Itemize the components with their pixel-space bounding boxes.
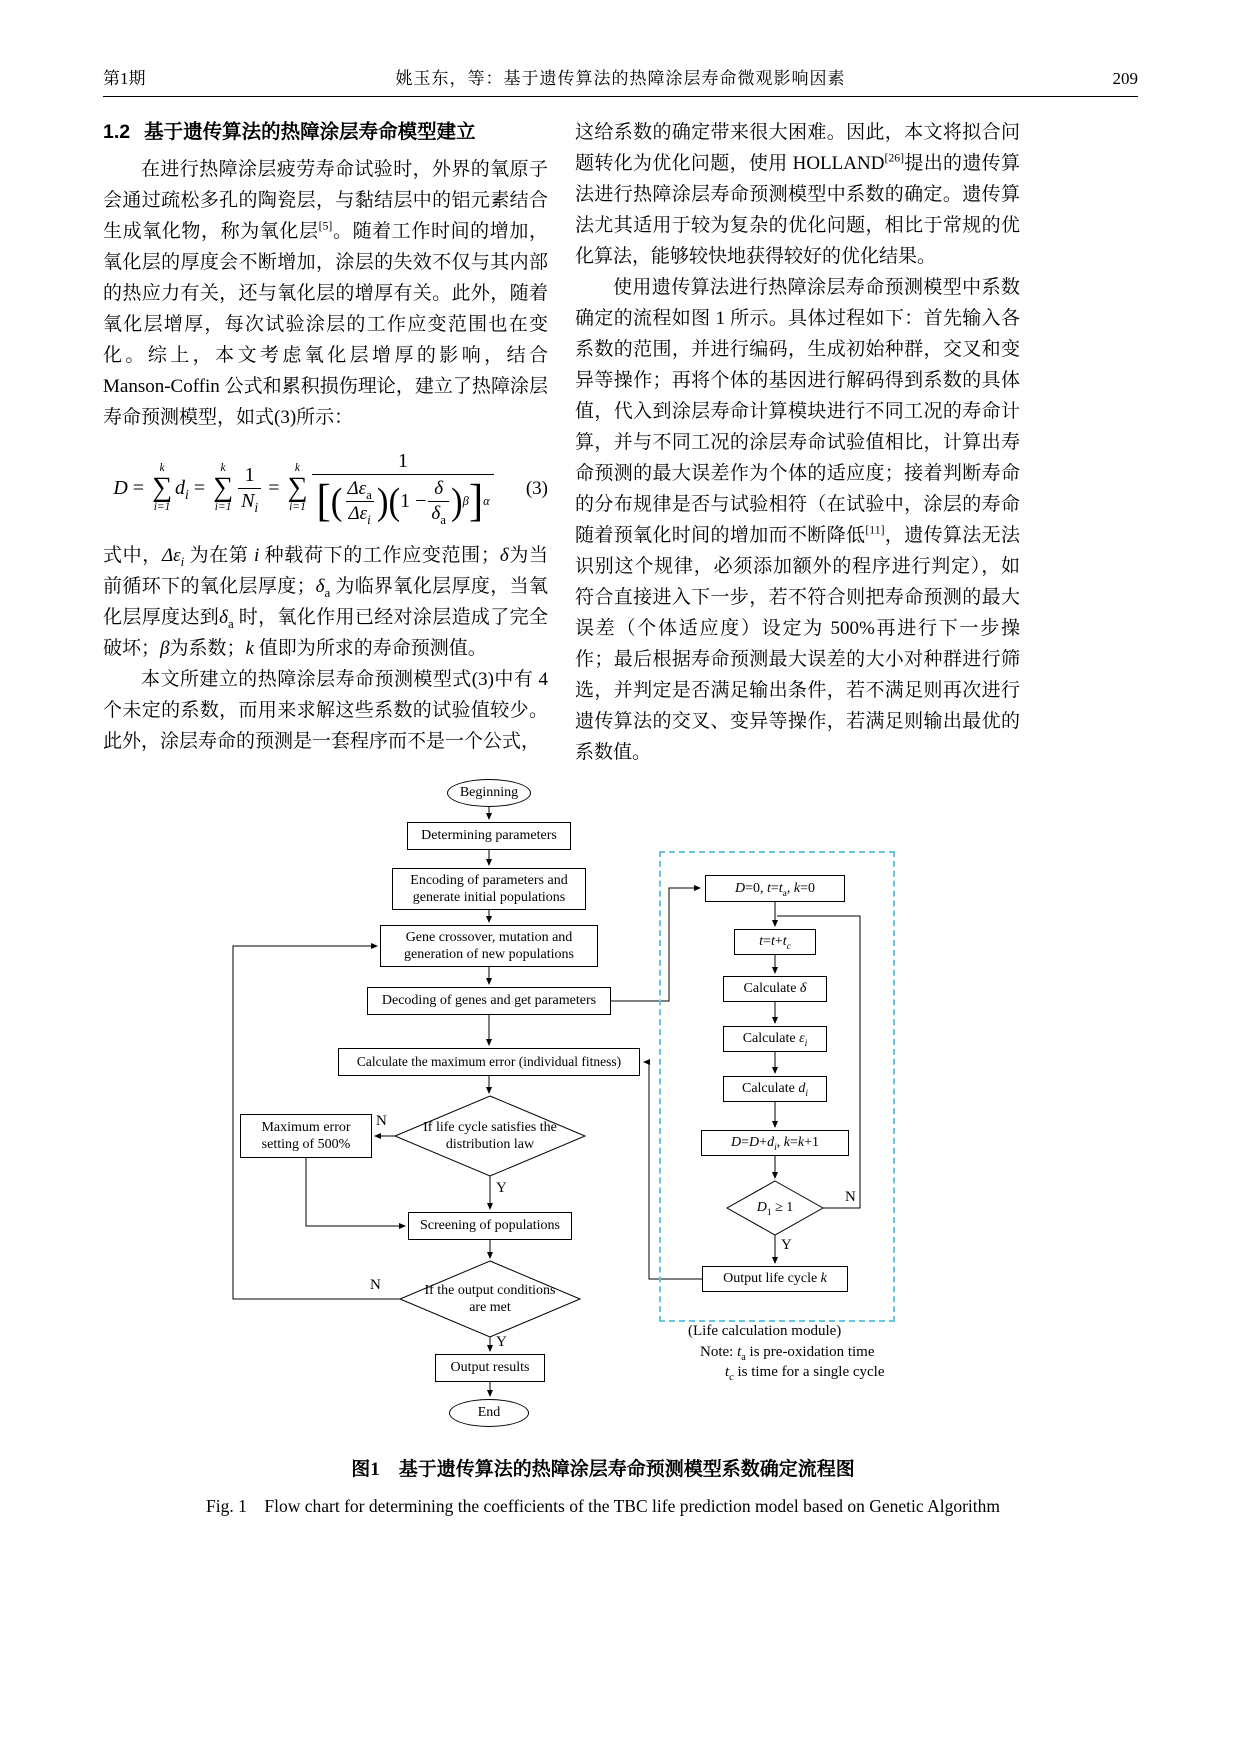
equation-body <box>103 449 506 528</box>
section-heading <box>103 117 548 148</box>
module-note-ta: Note: $t_a$ is pre-oxidation time <box>700 1344 875 1363</box>
section-title: 基于遗传算法的热障涂层寿命模型建立 <box>144 121 476 143</box>
arrow-error-setting-to-screening <box>306 1158 405 1226</box>
eq-frac-oxide: $\frac{\delta}{\delta_a}$ <box>428 477 449 526</box>
decision-label-D1-check: $D_1 \ge 1$ <box>756 1200 794 1219</box>
eq-one-minus: 1 − <box>400 489 427 512</box>
section-number: 1.2 <box>103 121 131 143</box>
eq-lhs: D <box>113 476 128 499</box>
figure-1 <box>103 776 1138 1518</box>
eq-equals: = <box>268 476 280 499</box>
paragraph-left-1: 在进行热障涂层疲劳寿命试验时，外界的氧原子会通过疏松多孔的陶瓷层，与黏结层中的铝元素结合生成氧化物，称为氧化层[5]。随着工作时间的增加，氧化层的厚度会不断增加，涂层的失效不仅与其内部的热应力有关，还与氧化层的增厚有关。此外，随着氧化层增厚，每次试验涂层的工作应变范围也在变化。综上，本文考虑氧化层增厚的影响，结合 Manson-Coffin 公式和累积损伤理论，建立了热障涂层寿命预测模型，如式(3)所示： <box>103 159 548 428</box>
flow-step-output-results: Output results <box>435 1354 545 1382</box>
summation-icon: k ∑ i=1 <box>287 462 308 513</box>
eq-term-d: $d_i$ <box>175 476 189 502</box>
flow-end-terminal: End <box>449 1399 529 1427</box>
flow-step-error-setting: Maximum error setting of 500% <box>240 1114 372 1158</box>
figure-caption-cn: 图1 基于遗传算法的热障涂层寿命预测模型系数确定流程图 <box>351 1459 855 1480</box>
eq-big-fraction: 1 [ ( $\frac{\Delta\varepsilon_a}{\Delta\varepsilon_i}$ ) ( 1 − $\frac{\delta}{\delta_a}$ ) β ] α <box>312 449 493 528</box>
module-step-accumulate: $D=D+d_i$, k=k+1 <box>701 1130 849 1156</box>
module-step-calc-delta: Calculate δ <box>723 976 827 1002</box>
paragraph-left-2: 式中，$\Delta\varepsilon_i$ 为在第 i 种载荷下的工作应变范围；δ为当前循环下的氧化层厚度；$\delta_a$ 为临界氧化层厚度，当氧化层厚度达到$\delta_a$ 时，氧化作用已经对涂层造成了完全破坏；β为系数；k 值即为所求的寿命预测值。 <box>103 544 548 659</box>
branch-label-no: N <box>845 1189 856 1205</box>
flow-step-screening: Screening of populations <box>408 1212 572 1240</box>
equation-3 <box>103 449 548 528</box>
right-column <box>575 117 1020 768</box>
module-step-calc-epsilon: Calculate $\varepsilon_i$ <box>723 1026 827 1052</box>
running-title: 姚玉东，等：基于遗传算法的热障涂层寿命微观影响因素 <box>395 69 846 88</box>
summation-icon: k ∑ i=1 <box>213 462 234 513</box>
flowchart-connectors <box>103 776 1138 1438</box>
page-header <box>103 64 1138 89</box>
paragraph-left-3: 本文所建立的热障涂层寿命预测模型式(3)中有 4 个未定的系数，而用来求解这些系数的试验值较少。此外，涂层寿命的预测是一套程序而不是一个公式， <box>103 668 548 752</box>
left-column <box>103 117 548 768</box>
eq-frac-strain: $\frac{\Delta\varepsilon_a}{\Delta\varepsilon_i}$ <box>347 478 372 527</box>
module-note-tc: $t_c$ is time for a single cycle <box>725 1364 885 1383</box>
flow-start-terminal: Beginning <box>447 779 531 807</box>
flow-step-crossover-mutation: Gene crossover, mutation and generation of new populations <box>380 925 598 967</box>
branch-label-yes: Y <box>781 1237 792 1253</box>
paragraph-right-1: 这给系数的确定带来很大困难。因此，本文将拟合问题转化为优化问题，使用 HOLLAND[26]提出的遗传算法进行热障涂层寿命预测模型中系数的确定。遗传算法尤其适用于较为复杂的优化问题，相比于常规的优化算法，能够较快地获得较好的优化结果。 <box>575 122 1020 267</box>
decision-label-life-check: If life cycle satisfies the distribution law <box>423 1119 557 1152</box>
module-caption: (Life calculation module) <box>688 1323 842 1339</box>
figure-captions <box>103 1454 1103 1518</box>
header-rule <box>103 96 1138 97</box>
branch-label-yes: Y <box>496 1180 507 1196</box>
issue-label: 第1期 <box>103 69 146 88</box>
paragraph-right-2: 使用遗传算法进行热障涂层寿命预测模型中系数确定的流程如图 1 所示。具体过程如下：首先输入各系数的范围，并进行编码，生成初始种群，交叉和变异等操作；再将个体的基因进行解码得到系数的具体值，代入到涂层寿命计算模块进行不同工况的寿命计算，并与不同工况的涂层寿命试验值相比，计算出寿命预测的最大误差作为个体的适应度；接着判断寿命的分布规律是否与试验相符（在试验中，涂层的寿命随着预氧化时间的增加而不断降低[11]，遗传算法无法识别这个规律，必须添加额外的程序进行判定），如符合直接进入下一步，若不符合则把寿命预测的最大误差（个体适应度）设定为 500%再进行下一步操作；最后根据寿命预测最大误差的大小对种群进行筛选，并判定是否满足输出条件，若不满足则再次进行遗传算法的交叉、变异等操作，若满足则输出最优的系数值。 <box>575 277 1020 763</box>
eq-equals: = <box>132 476 145 499</box>
eq-denominator: [ ( $\frac{\Delta\varepsilon_a}{\Delta\varepsilon_i}$ ) ( 1 − $\frac{\delta}{\delta_a}$ ) β ] α <box>312 474 493 528</box>
branch-label-yes: Y <box>496 1334 507 1350</box>
branch-label-no: N <box>376 1113 387 1129</box>
module-step-time-increment: $t=t+t_c$ <box>734 929 816 955</box>
flow-step-decoding: Decoding of genes and get parameters <box>367 987 611 1015</box>
figure-caption-en: Fig. 1 Flow chart for determining the coefficients of the TBC life prediction model based on Genetic Algorithm <box>206 1496 1000 1516</box>
module-step-calc-d: Calculate $d_i$ <box>723 1076 827 1102</box>
equation-number: (3) <box>525 477 548 499</box>
page-number: 209 <box>1112 69 1138 88</box>
decision-label-output-check: If the output conditions are met <box>424 1282 556 1315</box>
two-column-body <box>103 117 1138 768</box>
eq-equals: = <box>193 476 206 499</box>
flow-step-determining-parameters: Determining parameters <box>407 822 571 850</box>
flow-step-encoding: Encoding of parameters and generate initial populations <box>392 868 586 910</box>
module-step-output-life-cycle: Output life cycle k <box>702 1266 848 1292</box>
flowchart <box>103 776 1138 1438</box>
summation-icon: k ∑ i=1 <box>152 462 173 513</box>
eq-frac-N: $\frac{1}{N_i}$ <box>238 463 261 514</box>
flow-step-calc-max-error: Calculate the maximum error (individual fitness) <box>338 1048 640 1076</box>
module-step-init: D=0, $t=t_a$, k=0 <box>705 875 845 902</box>
branch-label-no: N <box>370 1277 381 1293</box>
